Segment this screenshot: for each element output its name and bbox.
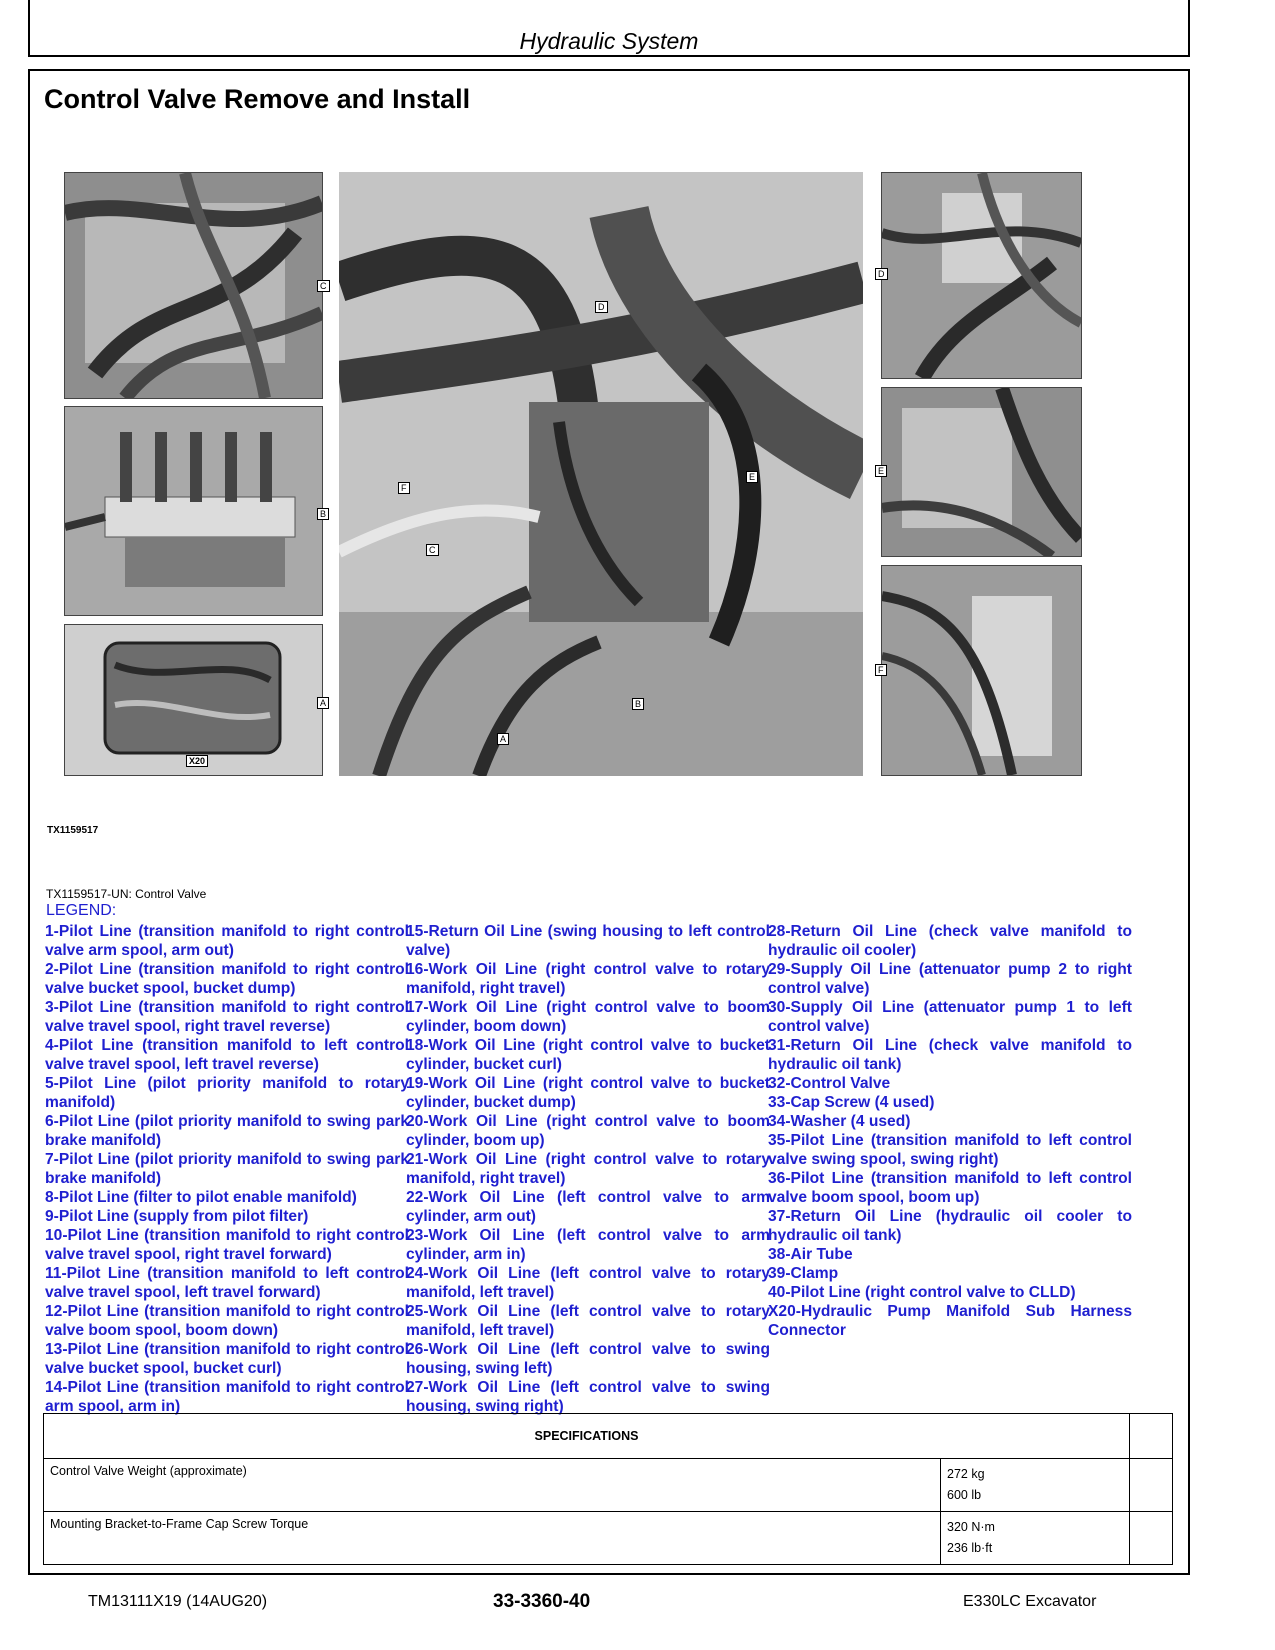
legend-heading: LEGEND: xyxy=(46,902,117,919)
legend-item: 1-Pilot Line (transition manifold to right control valve arm spool, arm out) xyxy=(45,923,409,959)
legend-item: 9-Pilot Line (supply from pilot filter) xyxy=(45,1208,309,1225)
specifications-heading: SPECIFICATIONS xyxy=(44,1414,1130,1459)
detail-photo-d xyxy=(881,172,1082,379)
machine-model: E330LC Excavator xyxy=(963,1593,1097,1610)
detail-label: E xyxy=(746,471,758,483)
legend-item: 37-Return Oil Line (hydraulic oil cooler to hydraulic oil tank) xyxy=(768,1208,1132,1244)
legend-item: 27-Work Oil Line (left control valve to swing housing, swing right) xyxy=(406,1379,770,1415)
legend-column-1 xyxy=(45,922,409,1416)
legend-item: 38-Air Tube xyxy=(768,1246,853,1263)
detail-label: A xyxy=(497,733,509,745)
detail-label: B xyxy=(632,698,644,710)
legend-item: 21-Work Oil Line (right control valve to rotary manifold, right travel) xyxy=(406,1151,770,1187)
figure-id: TX1159517 xyxy=(47,825,99,836)
section-header: Hydraulic System xyxy=(519,28,699,54)
legend-item: 20-Work Oil Line (right control valve to boom cylinder, boom up) xyxy=(406,1113,770,1149)
control-valve-main-photo xyxy=(339,172,863,776)
detail-label: E xyxy=(875,465,887,477)
detail-label: C xyxy=(426,544,439,556)
detail-photo-a xyxy=(64,624,323,776)
legend-item: 12-Pilot Line (transition manifold to right control valve boom spool, boom down) xyxy=(45,1303,409,1339)
connector-label: X20 xyxy=(186,755,208,767)
legend-column-2 xyxy=(406,922,770,1416)
legend-item: 24-Work Oil Line (left control valve to rotary manifold, left travel) xyxy=(406,1265,770,1301)
figure-caption: TX1159517-UN: Control Valve xyxy=(46,887,207,901)
legend-item: 33-Cap Screw (4 used) xyxy=(768,1094,935,1111)
legend-item: 30-Supply Oil Line (attenuator pump 1 to left control valve) xyxy=(768,999,1132,1035)
detail-label: B xyxy=(317,508,329,520)
spec-value-metric: 320 N·m xyxy=(947,1520,995,1534)
legend-item: 31-Return Oil Line (check valve manifold to hydraulic oil tank) xyxy=(768,1037,1132,1073)
legend-item: 4-Pilot Line (transition manifold to left control valve travel spool, left travel reverse) xyxy=(45,1037,409,1073)
detail-label: D xyxy=(875,268,888,280)
spec-value-imperial: 236 lb·ft xyxy=(947,1541,993,1555)
legend-item: 13-Pilot Line (transition manifold to right control valve bucket spool, bucket curl) xyxy=(45,1341,409,1377)
spec-value-imperial: 600 lb xyxy=(947,1488,982,1502)
detail-photo-e xyxy=(881,387,1082,557)
detail-label: F xyxy=(875,664,887,676)
legend-item: 17-Work Oil Line (right control valve to boom cylinder, boom down) xyxy=(406,999,770,1035)
legend-item: 23-Work Oil Line (left control valve to arm cylinder, arm in) xyxy=(406,1227,770,1263)
legend-item: 25-Work Oil Line (left control valve to rotary manifold, left travel) xyxy=(406,1303,770,1339)
legend-item: 8-Pilot Line (filter to pilot enable manifold) xyxy=(45,1189,357,1206)
legend-item: 15-Return Oil Line (swing housing to left control valve) xyxy=(406,923,770,959)
page-number: 33-3360-40 xyxy=(493,1591,591,1612)
detail-label: A xyxy=(317,697,329,709)
legend-item: 7-Pilot Line (pilot priority manifold to swing park brake manifold) xyxy=(45,1151,409,1187)
legend-item: 16-Work Oil Line (right control valve to rotary manifold, right travel) xyxy=(406,961,770,997)
table-row xyxy=(44,1512,1173,1565)
detail-photo-b xyxy=(64,406,323,616)
legend-item: 19-Work Oil Line (right control valve to bucket cylinder, bucket dump) xyxy=(406,1075,770,1111)
legend-item: 32-Control Valve xyxy=(768,1075,891,1092)
detail-label: C xyxy=(317,280,330,292)
legend-item: 28-Return Oil Line (check valve manifold to hydraulic oil cooler) xyxy=(768,923,1132,959)
legend-item: 5-Pilot Line (pilot priority manifold to rotary manifold) xyxy=(45,1075,409,1111)
specifications-table xyxy=(43,1413,1173,1565)
table-row xyxy=(44,1414,1173,1459)
page-title: Control Valve Remove and Install xyxy=(44,84,471,114)
table-row xyxy=(44,1459,1173,1512)
legend-column-3 xyxy=(768,922,1132,1340)
detail-label: D xyxy=(595,301,608,313)
detail-photo-f xyxy=(881,565,1082,776)
spec-item: Control Valve Weight (approximate) xyxy=(44,1459,941,1512)
legend-item: 22-Work Oil Line (left control valve to arm cylinder, arm out) xyxy=(406,1189,770,1225)
detail-label: F xyxy=(398,482,410,494)
legend-item: 29-Supply Oil Line (attenuator pump 2 to right control valve) xyxy=(768,961,1132,997)
legend-item: 6-Pilot Line (pilot priority manifold to swing park brake manifold) xyxy=(45,1113,409,1149)
spec-value xyxy=(941,1512,1130,1565)
legend-item: 11-Pilot Line (transition manifold to left control valve travel spool, left travel forward) xyxy=(45,1265,409,1301)
manual-id: TM13111X19 (14AUG20) xyxy=(88,1593,268,1610)
legend-item: 34-Washer (4 used) xyxy=(768,1113,911,1130)
legend-item: 36-Pilot Line (transition manifold to left control valve boom spool, boom up) xyxy=(768,1170,1132,1206)
detail-photo-c xyxy=(64,172,323,399)
legend-item: 10-Pilot Line (transition manifold to right control valve travel spool, right travel forward) xyxy=(45,1227,409,1263)
legend-item: 39-Clamp xyxy=(768,1265,839,1282)
legend-item: 14-Pilot Line (transition manifold to right control arm spool, arm in) xyxy=(45,1379,409,1415)
legend-item: 40-Pilot Line (right control valve to CLLD) xyxy=(768,1284,1076,1301)
legend-item: 35-Pilot Line (transition manifold to left control valve swing spool, swing right) xyxy=(768,1132,1132,1168)
legend-item: 18-Work Oil Line (right control valve to bucket cylinder, bucket curl) xyxy=(406,1037,770,1073)
spec-value-metric: 272 kg xyxy=(947,1467,985,1481)
spec-item: Mounting Bracket-to-Frame Cap Screw Torque xyxy=(44,1512,941,1565)
spec-value xyxy=(941,1459,1130,1512)
legend-item: 3-Pilot Line (transition manifold to right control valve travel spool, right travel reverse) xyxy=(45,999,409,1035)
legend-item: 2-Pilot Line (transition manifold to right control valve bucket spool, bucket dump) xyxy=(45,961,409,997)
legend-item: X20-Hydraulic Pump Manifold Sub Harness Connector xyxy=(768,1303,1132,1339)
legend-item: 26-Work Oil Line (left control valve to swing housing, swing left) xyxy=(406,1341,770,1377)
